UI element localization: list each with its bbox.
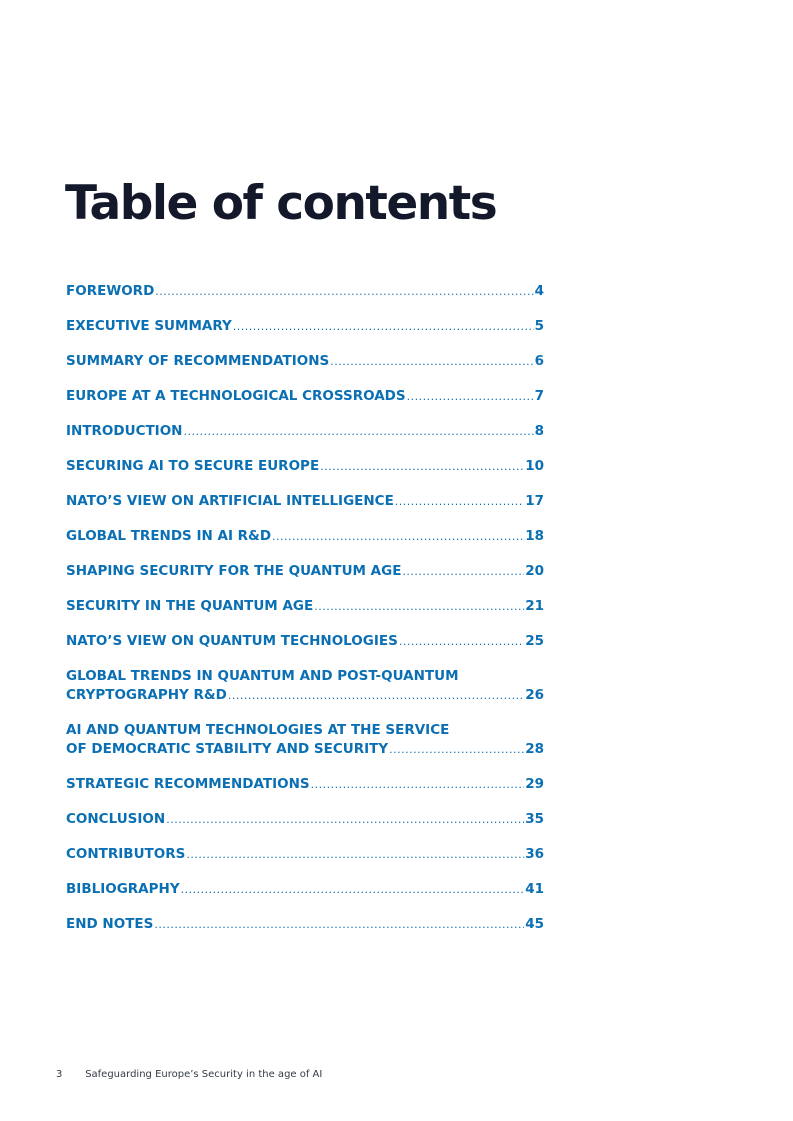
- toc-entry-row: [66, 597, 544, 616]
- toc-entry-row: [66, 387, 544, 406]
- toc-entry-row: [66, 632, 544, 651]
- toc-entry-title: NATO’S VIEW ON ARTIFICIAL INTELLIGENCE: [66, 493, 394, 509]
- toc-entry-page-number: 5: [534, 318, 544, 334]
- toc-entry-title: BIBLIOGRAPHY: [66, 881, 180, 897]
- toc-entry-title: FOREWORD: [66, 283, 155, 299]
- toc-entry-title: SECURING AI TO SECURE EUROPE: [66, 458, 320, 474]
- toc-entry[interactable]: [66, 352, 544, 371]
- dot-leader: [389, 740, 524, 759]
- toc-entry-row: [66, 810, 544, 829]
- toc-entry-title-line: AI AND QUANTUM TECHNOLOGIES AT THE SERVICE: [66, 722, 450, 738]
- toc-entry[interactable]: [66, 597, 544, 616]
- footer-page-number: 3: [56, 1069, 63, 1080]
- toc-entry-row: [66, 880, 544, 899]
- footer-document-title: Safeguarding Europe’s Security in the age of AI: [85, 1069, 323, 1080]
- toc-entry[interactable]: [66, 810, 544, 829]
- toc-entry-row: [66, 740, 544, 759]
- toc-entry-row: [66, 457, 544, 476]
- dot-leader: [233, 317, 534, 336]
- dot-leader: [395, 492, 524, 511]
- toc-entry-title: EUROPE AT A TECHNOLOGICAL CROSSROADS: [66, 388, 406, 404]
- toc-entry[interactable]: [66, 667, 544, 705]
- toc-entry-page-number: 18: [525, 528, 544, 544]
- toc-entry-row: [66, 422, 544, 441]
- toc-entry[interactable]: [66, 632, 544, 651]
- toc-entry[interactable]: [66, 845, 544, 864]
- dot-leader: [272, 527, 524, 546]
- toc-entry-row: [66, 492, 544, 511]
- toc-entry-title: SUMMARY OF RECOMMENDATIONS: [66, 353, 330, 369]
- toc-entry-row: [66, 562, 544, 581]
- page-title: Table of contents: [65, 176, 497, 231]
- toc-entry-page-number: 6: [534, 353, 544, 369]
- toc-entry-title-line: GLOBAL TRENDS IN QUANTUM AND POST-QUANTUM: [66, 668, 459, 684]
- dot-leader: [320, 457, 524, 476]
- toc-entry-page-number: 36: [525, 846, 544, 862]
- page-footer: [56, 1069, 322, 1080]
- toc-entry[interactable]: [66, 880, 544, 899]
- toc-entry[interactable]: [66, 282, 544, 301]
- dot-leader: [154, 915, 524, 934]
- toc-entry[interactable]: [66, 317, 544, 336]
- toc-entry[interactable]: [66, 562, 544, 581]
- dot-leader: [407, 387, 534, 406]
- toc-entry[interactable]: [66, 721, 544, 759]
- toc-entry-page-number: 35: [525, 811, 544, 827]
- toc-entry-title: GLOBAL TRENDS IN AI R&D: [66, 528, 272, 544]
- toc-entry[interactable]: [66, 775, 544, 794]
- toc-entry-page-number: 7: [534, 388, 544, 404]
- toc-entry-row: [66, 845, 544, 864]
- toc-entry-page-number: 20: [525, 563, 544, 579]
- dot-leader: [402, 562, 524, 581]
- toc-entry-row: [66, 317, 544, 336]
- toc-entry-title: END NOTES: [66, 916, 154, 932]
- toc-entry-title: NATO’S VIEW ON QUANTUM TECHNOLOGIES: [66, 633, 398, 649]
- toc-entry-page-number: 17: [525, 493, 544, 509]
- toc-entry-page-number: 41: [525, 881, 544, 897]
- dot-leader: [181, 880, 525, 899]
- toc-entry-row: [66, 352, 544, 371]
- toc-entry-page-number: 29: [525, 776, 544, 792]
- dot-leader: [314, 597, 524, 616]
- toc-entry-row: [66, 686, 544, 705]
- toc-entry-row: [66, 915, 544, 934]
- toc-entry-title: CONTRIBUTORS: [66, 846, 186, 862]
- toc-entry-title: CRYPTOGRAPHY R&D: [66, 687, 227, 703]
- toc-entry[interactable]: [66, 457, 544, 476]
- toc-entry-page-number: 25: [525, 633, 544, 649]
- dot-leader: [399, 632, 524, 651]
- toc-entry-title: EXECUTIVE SUMMARY: [66, 318, 232, 334]
- toc-entry[interactable]: [66, 387, 544, 406]
- toc-entry-title: OF DEMOCRATIC STABILITY AND SECURITY: [66, 741, 389, 757]
- dot-leader: [155, 282, 533, 301]
- toc-entry-page-number: 28: [525, 741, 544, 757]
- toc-entry-title: SECURITY IN THE QUANTUM AGE: [66, 598, 314, 614]
- toc-entry-row: [66, 282, 544, 301]
- dot-leader: [183, 422, 533, 441]
- toc-entry-row: [66, 775, 544, 794]
- toc-entry-title: CONCLUSION: [66, 811, 166, 827]
- toc-entry[interactable]: [66, 492, 544, 511]
- toc-entry-page-number: 4: [534, 283, 544, 299]
- toc-entry-page-number: 8: [534, 423, 544, 439]
- toc-entry-page-number: 45: [525, 916, 544, 932]
- toc-entry-page-number: 10: [525, 458, 544, 474]
- toc-entry-title: SHAPING SECURITY FOR THE QUANTUM AGE: [66, 563, 402, 579]
- toc-entry-page-number: 26: [525, 687, 544, 703]
- toc-entry[interactable]: [66, 422, 544, 441]
- toc-entry-row: [66, 527, 544, 546]
- toc-entry[interactable]: [66, 527, 544, 546]
- dot-leader: [186, 845, 524, 864]
- dot-leader: [330, 352, 533, 371]
- toc-entry[interactable]: [66, 915, 544, 934]
- toc-entry-title: STRATEGIC RECOMMENDATIONS: [66, 776, 310, 792]
- toc-entry-title: INTRODUCTION: [66, 423, 183, 439]
- dot-leader: [228, 686, 524, 705]
- dot-leader: [311, 775, 525, 794]
- toc-entry-page-number: 21: [525, 598, 544, 614]
- dot-leader: [166, 810, 524, 829]
